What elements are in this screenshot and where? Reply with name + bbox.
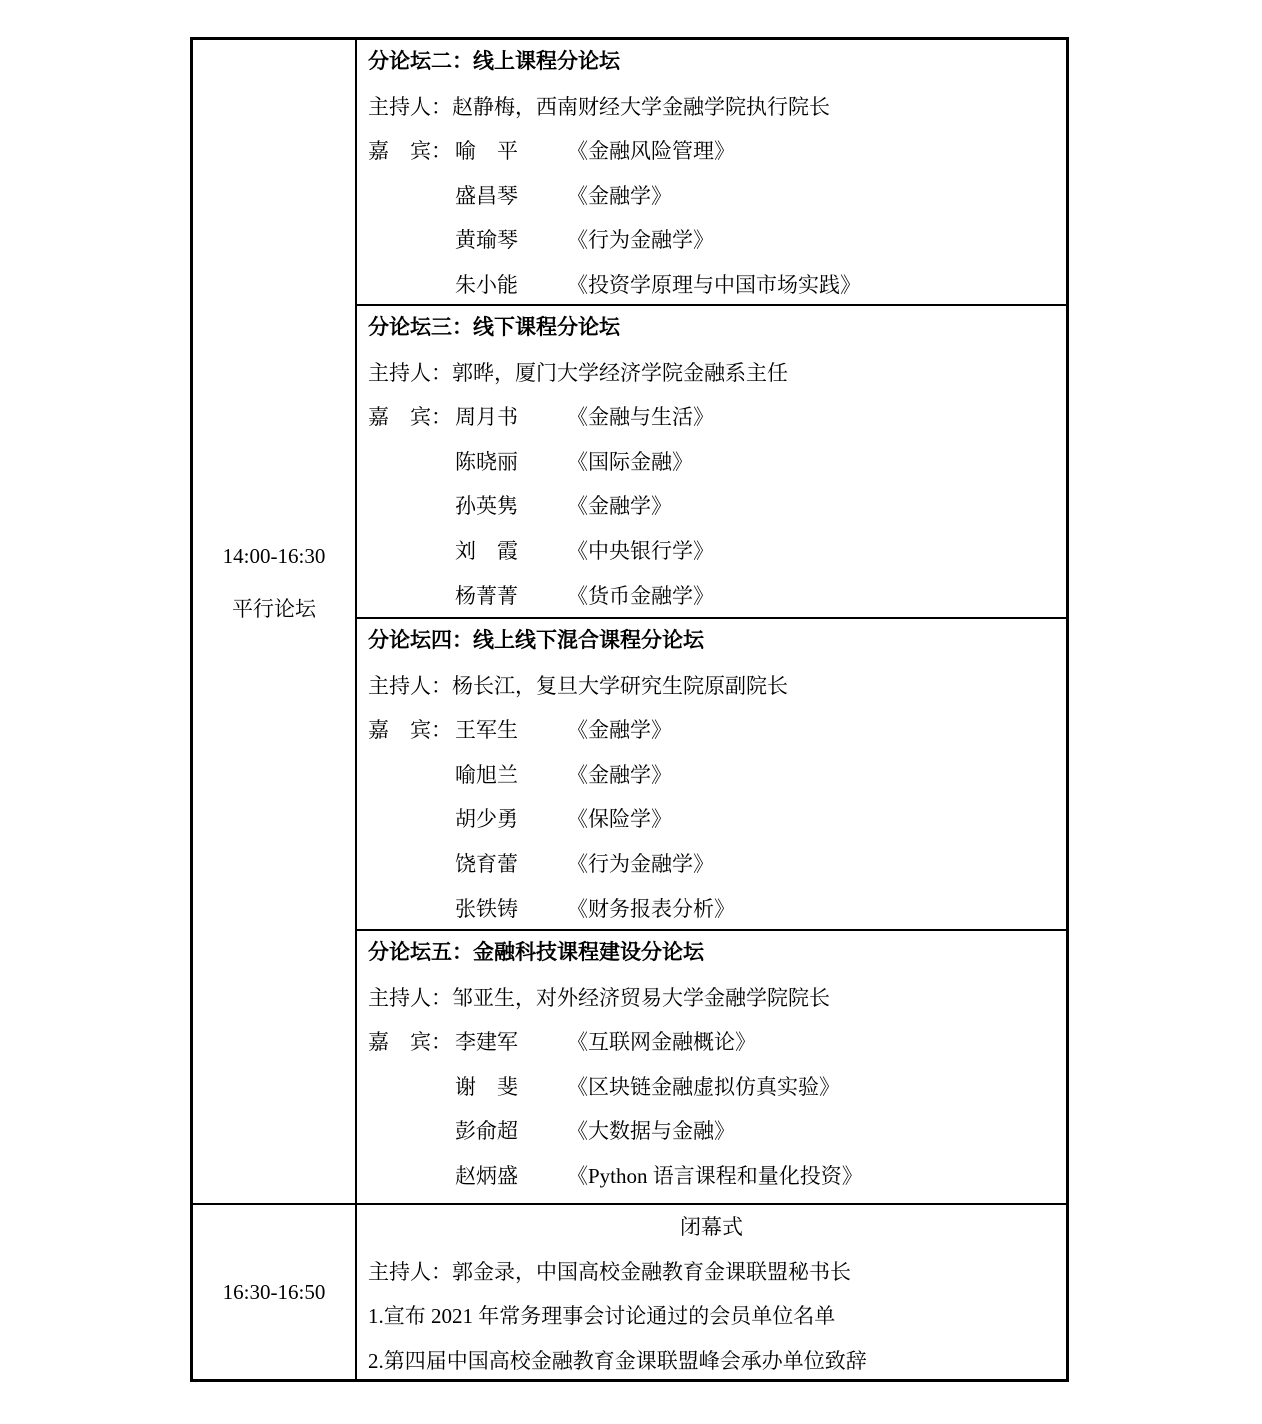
guest-row bbox=[368, 395, 1066, 440]
closing-section bbox=[357, 1203, 1066, 1379]
closing-time: 16:30-16:50 bbox=[222, 1279, 326, 1304]
guest-course: 《行为金融学》 bbox=[567, 228, 714, 253]
guest-course: 《金融学》 bbox=[567, 718, 672, 743]
guest-row bbox=[368, 218, 1066, 263]
guest-course: 《财务报表分析》 bbox=[567, 896, 735, 921]
guest-row bbox=[368, 1020, 1066, 1065]
parallel-label: 平行论坛 bbox=[232, 596, 316, 621]
guest-row bbox=[368, 1154, 1066, 1199]
forum-5-title: 分论坛五：金融科技课程建设分论坛 bbox=[368, 941, 704, 964]
guest-label: 嘉 宾： bbox=[368, 405, 452, 430]
forum-5-host: 主持人：邹亚生，对外经济贸易大学金融学院院长 bbox=[368, 985, 830, 1010]
guest-name: 杨菁菁 bbox=[455, 583, 518, 608]
time-cell-closing bbox=[193, 1203, 355, 1379]
closing-item-2: 2.第四届中国高校金融教育金课联盟峰会承办单位致辞 bbox=[368, 1348, 867, 1373]
guest-course: 《金融学》 bbox=[567, 494, 672, 519]
guest-row bbox=[368, 753, 1066, 798]
time-column bbox=[193, 40, 357, 1379]
guest-course: 《金融风险管理》 bbox=[567, 139, 735, 164]
guest-row bbox=[368, 887, 1066, 929]
guest-row bbox=[368, 1065, 1066, 1110]
guest-name: 谢 斐 bbox=[455, 1074, 518, 1099]
guest-name: 赵炳盛 bbox=[455, 1163, 518, 1188]
forum-3-title: 分论坛三：线下课程分论坛 bbox=[368, 316, 620, 339]
forum-3-host: 主持人：郭晔，厦门大学经济学院金融系主任 bbox=[368, 360, 788, 385]
guest-course: 《行为金融学》 bbox=[567, 851, 714, 876]
guest-course: 《货币金融学》 bbox=[567, 583, 714, 608]
agenda-table bbox=[190, 37, 1069, 1382]
guest-name: 胡少勇 bbox=[455, 807, 518, 832]
guest-row bbox=[368, 440, 1066, 485]
guest-course: 《大数据与金融》 bbox=[567, 1119, 735, 1144]
guest-course: 《中央银行学》 bbox=[567, 538, 714, 563]
guest-name: 周月书 bbox=[455, 405, 518, 430]
guest-course: 《保险学》 bbox=[567, 807, 672, 832]
parallel-time: 14:00-16:30 bbox=[222, 543, 326, 568]
guest-row bbox=[368, 263, 1066, 304]
guest-course: 《金融与生活》 bbox=[567, 405, 714, 430]
guest-course: 《互联网金融概论》 bbox=[567, 1030, 756, 1055]
forum-4-title: 分论坛四：线上线下混合课程分论坛 bbox=[368, 629, 704, 652]
guest-row bbox=[368, 708, 1066, 753]
time-cell-parallel bbox=[193, 40, 355, 1203]
guest-row bbox=[368, 574, 1066, 617]
guest-label: 嘉 宾： bbox=[368, 718, 452, 743]
guest-course: 《金融学》 bbox=[567, 762, 672, 787]
guest-course: 《区块链金融虚拟仿真实验》 bbox=[567, 1074, 840, 1099]
guest-label: 嘉 宾： bbox=[368, 139, 452, 164]
forum-2-title: 分论坛二：线上课程分论坛 bbox=[368, 50, 620, 73]
forum-section-2 bbox=[357, 40, 1066, 304]
guest-name: 喻 平 bbox=[455, 139, 518, 164]
guest-row bbox=[368, 529, 1066, 574]
forum-section-5 bbox=[357, 929, 1066, 1203]
guest-name: 陈晓丽 bbox=[455, 449, 518, 474]
guest-course: 《金融学》 bbox=[567, 183, 672, 208]
guest-name: 喻旭兰 bbox=[455, 762, 518, 787]
guest-row bbox=[368, 174, 1066, 219]
guest-course: 《Python 语言课程和量化投资》 bbox=[567, 1163, 863, 1188]
guest-name: 张铁铸 bbox=[455, 896, 518, 921]
forum-section-3 bbox=[357, 304, 1066, 617]
content-column bbox=[357, 40, 1066, 1379]
guest-name: 黄瑜琴 bbox=[455, 228, 518, 253]
guest-course: 《投资学原理与中国市场实践》 bbox=[567, 272, 861, 297]
guest-name: 李建军 bbox=[455, 1030, 518, 1055]
guest-name: 朱小能 bbox=[455, 272, 518, 297]
forum-section-4 bbox=[357, 617, 1066, 929]
guest-name: 孙英隽 bbox=[455, 494, 518, 519]
guest-name: 盛昌琴 bbox=[455, 183, 518, 208]
guest-name: 刘 霞 bbox=[455, 538, 518, 563]
guest-row bbox=[368, 797, 1066, 842]
guest-name: 饶育蕾 bbox=[455, 851, 518, 876]
guest-name: 彭俞超 bbox=[455, 1119, 518, 1144]
guest-name: 王军生 bbox=[455, 718, 518, 743]
closing-title: 闭幕式 bbox=[680, 1215, 743, 1239]
guest-row bbox=[368, 129, 1066, 174]
guest-label: 嘉 宾： bbox=[368, 1030, 452, 1055]
guest-course: 《国际金融》 bbox=[567, 449, 693, 474]
closing-host: 主持人：郭金录，中国高校金融教育金课联盟秘书长 bbox=[368, 1259, 851, 1284]
guest-row bbox=[368, 1109, 1066, 1154]
guest-row bbox=[368, 484, 1066, 529]
closing-item-1: 1.宣布 2021 年常务理事会讨论通过的会员单位名单 bbox=[368, 1304, 836, 1329]
forum-2-host: 主持人：赵静梅，西南财经大学金融学院执行院长 bbox=[368, 94, 830, 119]
forum-4-host: 主持人：杨长江，复旦大学研究生院原副院长 bbox=[368, 673, 788, 698]
guest-row bbox=[368, 842, 1066, 887]
